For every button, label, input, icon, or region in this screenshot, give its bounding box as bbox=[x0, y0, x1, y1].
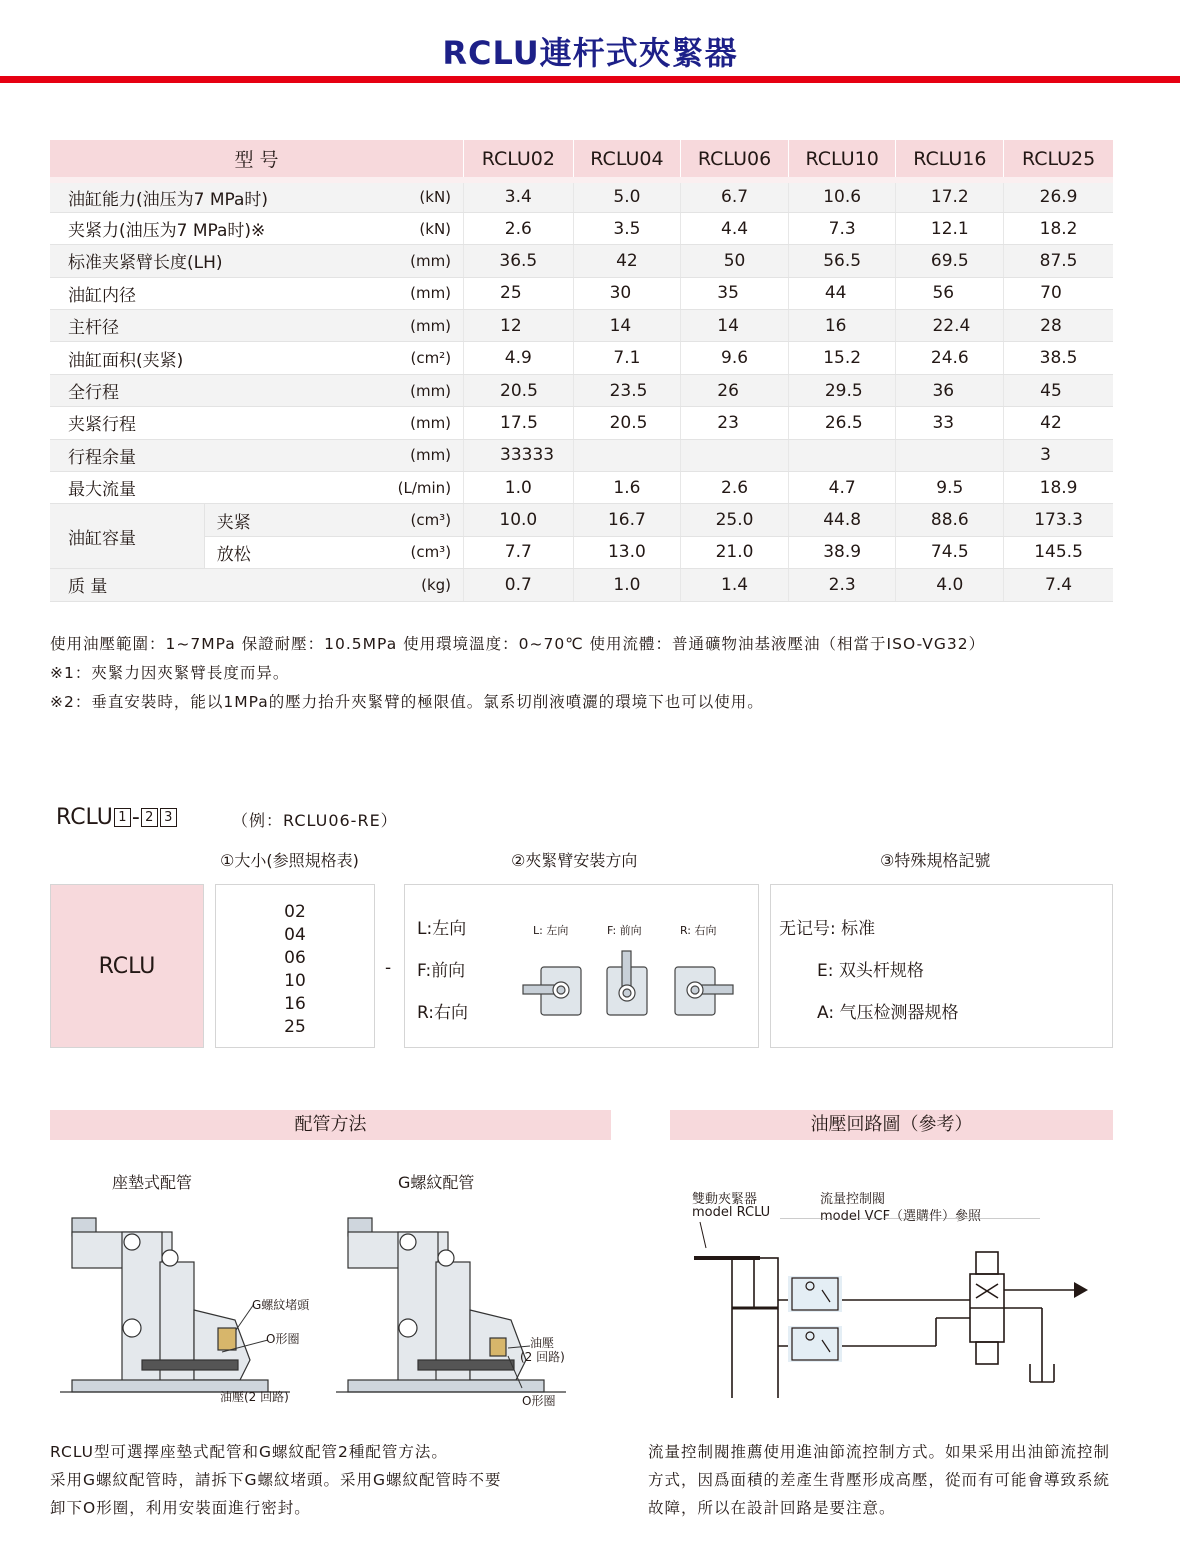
page-title: RCLU連杆式夾緊器 bbox=[442, 34, 738, 72]
spec-row-mass bbox=[50, 569, 1113, 601]
spec-cell: 1.0 bbox=[464, 472, 574, 504]
spec-cell: 17.5 bbox=[464, 407, 574, 439]
spec-cell: 14 bbox=[573, 310, 681, 342]
mini-label-front: F: 前向 bbox=[607, 924, 642, 937]
spec-row-label: 油缸容量 bbox=[50, 504, 204, 569]
spec-cell: 50 bbox=[681, 245, 789, 277]
direction-left: L:左向 bbox=[417, 919, 467, 939]
size-item: 16 bbox=[284, 994, 306, 1014]
spec-cell: 29.5 bbox=[788, 374, 896, 406]
spec-cell: 87.5 bbox=[1004, 245, 1113, 277]
spec-row-unit: (mm) bbox=[398, 310, 464, 342]
footnote-1: ※1：夾緊力因夾緊臂長度而异。 bbox=[50, 664, 290, 682]
size-item: 02 bbox=[284, 902, 306, 922]
usage-note: 使用油壓範圍：1~7MPa 保證耐壓：10.5MPa 使用環境溫度：0~70℃ 使用流體：普通礦物油基液壓油（相當于ISO-VG32） bbox=[50, 635, 986, 653]
code-rclu-box bbox=[50, 884, 204, 1048]
spec-cell: 9.6 bbox=[681, 342, 789, 374]
spec-cell: 13.0 bbox=[573, 536, 681, 568]
model-col: RCLU10 bbox=[788, 140, 896, 180]
spec-row-label: 油缸面积(夹紧) bbox=[50, 342, 398, 374]
spec-cell: 16 bbox=[788, 310, 896, 342]
spec-header-label: 型 号 bbox=[50, 140, 464, 180]
spec-cell: 7.3 bbox=[788, 212, 896, 244]
spec-row-label: 夹紧行程 bbox=[50, 407, 398, 439]
spec-cell: 7.7 bbox=[464, 536, 574, 568]
spec-row-unit: (mm) bbox=[398, 439, 464, 471]
spec-row bbox=[50, 212, 1113, 244]
spec-cell: 30 bbox=[573, 277, 681, 309]
spec-cell: 4.7 bbox=[788, 472, 896, 504]
spec-cell: 2.3 bbox=[788, 569, 896, 601]
spec-subrow-label: 夹紧 bbox=[204, 504, 397, 536]
spec-row bbox=[50, 472, 1113, 504]
spec-cell: 26.9 bbox=[1004, 180, 1113, 212]
spec-cell: 42 bbox=[1004, 407, 1113, 439]
spec-cell bbox=[896, 439, 1004, 471]
spec-row-label: 油缸能力(油压为7 MPa时) bbox=[50, 180, 398, 212]
direction-front: F:前向 bbox=[417, 961, 466, 981]
spec-cell: 18.9 bbox=[1004, 472, 1113, 504]
spec-cell: 20.5 bbox=[464, 374, 574, 406]
circuit-text-1: 流量控制閥推薦使用進油節流控制方式。如果采用出油節流控制 bbox=[648, 1443, 1111, 1461]
spec-cell: 20.5 bbox=[573, 407, 681, 439]
direction-right: R:右向 bbox=[417, 1003, 469, 1023]
spec-cell: 33333 bbox=[464, 439, 574, 471]
clamp-direction-drawing bbox=[515, 947, 755, 1027]
size-item: 04 bbox=[284, 925, 306, 945]
spec-row-label: 行程余量 bbox=[50, 439, 398, 471]
spec-row-unit: (L/min) bbox=[398, 472, 464, 504]
circuit-label-valve-model: model VCF（選購件）參照 bbox=[820, 1209, 982, 1224]
spec-row bbox=[50, 310, 1113, 342]
spec-cell: 6.7 bbox=[681, 180, 789, 212]
spec-cell: 14 bbox=[681, 310, 789, 342]
spec-cell: 88.6 bbox=[896, 504, 1004, 536]
size-column-title: ①大小(参照規格表) bbox=[220, 851, 359, 870]
code-box-2: 2 bbox=[141, 808, 158, 827]
size-item: 25 bbox=[284, 1017, 306, 1037]
spec-cell: 44.8 bbox=[788, 504, 896, 536]
spec-row bbox=[50, 407, 1113, 439]
label-oring-left: O形圈 bbox=[266, 1332, 300, 1346]
spec-cell: 56.5 bbox=[788, 245, 896, 277]
direction-box bbox=[404, 884, 759, 1048]
size-list-box bbox=[215, 884, 375, 1048]
spec-cell: 17.2 bbox=[896, 180, 1004, 212]
spec-cell: 38.5 bbox=[1004, 342, 1113, 374]
spec-cell: 4.4 bbox=[681, 212, 789, 244]
spec-cell: 70 bbox=[1004, 277, 1113, 309]
spec-row-label: 夹紧力(油压为7 MPa时)※ bbox=[50, 212, 398, 244]
spec-cell: 25 bbox=[464, 277, 574, 309]
code-box-1: 1 bbox=[114, 808, 131, 827]
spec-cell: 9.5 bbox=[896, 472, 1004, 504]
code-rclu-label: RCLU bbox=[98, 953, 156, 979]
spec-row-unit: (mm) bbox=[398, 407, 464, 439]
spec-cell: 0.7 bbox=[464, 569, 574, 601]
circuit-label-clamp-model: model RCLU bbox=[692, 1205, 771, 1220]
spec-row bbox=[50, 342, 1113, 374]
spec-row-unit: (cm³) bbox=[398, 504, 464, 536]
spec-row-unit: (mm) bbox=[398, 245, 464, 277]
spec-cell: 42 bbox=[573, 245, 681, 277]
spec-cell: 10.0 bbox=[464, 504, 574, 536]
spec-cell: 2.6 bbox=[681, 472, 789, 504]
spec-row-unit: (kN) bbox=[398, 212, 464, 244]
direction-column-title: ②夾緊臂安裝方向 bbox=[511, 851, 638, 870]
code-dash: - bbox=[385, 958, 392, 978]
model-col: RCLU02 bbox=[464, 140, 574, 180]
spec-cell: 173.3 bbox=[1004, 504, 1113, 536]
spec-cell: 24.6 bbox=[896, 342, 1004, 374]
spec-cell: 26 bbox=[681, 374, 789, 406]
code-box-3: 3 bbox=[160, 808, 177, 827]
model-col: RCLU16 bbox=[896, 140, 1004, 180]
circuit-section-title: 油壓回路圖（參考） bbox=[670, 1110, 1113, 1140]
spec-cell: 35 bbox=[681, 277, 789, 309]
spec-standard: 无记号: 标准 bbox=[779, 919, 876, 939]
spec-cell: 12.1 bbox=[896, 212, 1004, 244]
spec-row bbox=[50, 245, 1113, 277]
spec-cell: 26.5 bbox=[788, 407, 896, 439]
spec-cell: 18.2 bbox=[1004, 212, 1113, 244]
spec-cell: 3.5 bbox=[573, 212, 681, 244]
circuit-text-3: 故障，所以在設計回路是要注意。 bbox=[648, 1499, 896, 1517]
spec-cell bbox=[573, 439, 681, 471]
special-spec-column-title: ③特殊規格記號 bbox=[880, 851, 991, 870]
label-oil-right-circuits: (2 回路) bbox=[520, 1350, 565, 1364]
spec-row-capacity bbox=[50, 536, 1113, 568]
spec-cell: 36.5 bbox=[464, 245, 574, 277]
spec-cell bbox=[788, 439, 896, 471]
model-col: RCLU25 bbox=[1004, 140, 1113, 180]
piping-section-title: 配管方法 bbox=[50, 1110, 611, 1140]
spec-cell: 3.4 bbox=[464, 180, 574, 212]
spec-cell: 22.4 bbox=[896, 310, 1004, 342]
model-code-example: （例：RCLU06-RE） bbox=[232, 811, 398, 830]
piping-left-caption: 座墊式配管 bbox=[112, 1173, 193, 1192]
spec-cell: 69.5 bbox=[896, 245, 1004, 277]
spec-cell: 45 bbox=[1004, 374, 1113, 406]
circuit-label-clamp: 雙動夾緊器 bbox=[692, 1192, 758, 1207]
spec-cell: 3 bbox=[1004, 439, 1113, 471]
model-code-prefix: RCLU bbox=[56, 805, 113, 830]
title-divider bbox=[0, 76, 1180, 83]
spec-header-row bbox=[50, 140, 1113, 180]
piping-right-caption: G螺紋配管 bbox=[398, 1173, 475, 1192]
spec-cell: 23 bbox=[681, 407, 789, 439]
mini-label-right: R: 右向 bbox=[680, 924, 717, 937]
mini-label-left: L: 左向 bbox=[533, 924, 569, 937]
spec-cell: 23.5 bbox=[573, 374, 681, 406]
spec-row-label: 最大流量 bbox=[50, 472, 398, 504]
spec-cell: 74.5 bbox=[896, 536, 1004, 568]
spec-row-capacity bbox=[50, 504, 1113, 536]
label-oil-left: 油壓(2 回路) bbox=[220, 1390, 289, 1404]
spec-cell: 5.0 bbox=[573, 180, 681, 212]
piping-drawings bbox=[60, 1210, 620, 1410]
spec-row-unit: (kN) bbox=[398, 180, 464, 212]
spec-row-label: 全行程 bbox=[50, 374, 398, 406]
label-oil-right: 油壓 bbox=[530, 1336, 555, 1350]
spec-double-rod: E: 双头杆规格 bbox=[817, 961, 924, 981]
spec-cell: 10.6 bbox=[788, 180, 896, 212]
model-col: RCLU06 bbox=[681, 140, 789, 180]
piping-text-2: 采用G螺紋配管時，請拆下G螺紋堵頭。采用G螺紋配管時不要 bbox=[50, 1471, 502, 1489]
spec-cell: 15.2 bbox=[788, 342, 896, 374]
spec-cell: 145.5 bbox=[1004, 536, 1113, 568]
spec-row-unit: (mm) bbox=[398, 374, 464, 406]
circuit-text-2: 方式，因爲面積的差產生背壓形成高壓，從而有可能會導致系統 bbox=[648, 1471, 1111, 1489]
spec-cell: 7.1 bbox=[573, 342, 681, 374]
spec-row-label: 标准夹紧臂长度(LH) bbox=[50, 245, 398, 277]
spec-cell: 25.0 bbox=[681, 504, 789, 536]
spec-row-unit: (mm) bbox=[398, 277, 464, 309]
spec-cell: 1.6 bbox=[573, 472, 681, 504]
spec-cell: 56 bbox=[896, 277, 1004, 309]
spec-cell: 36 bbox=[896, 374, 1004, 406]
spec-cell: 44 bbox=[788, 277, 896, 309]
size-item: 10 bbox=[284, 971, 306, 991]
spec-cell: 16.7 bbox=[573, 504, 681, 536]
spec-cell: 28 bbox=[1004, 310, 1113, 342]
special-spec-box bbox=[770, 884, 1113, 1048]
piping-text-3: 卸下O形圈，利用安裝面進行密封。 bbox=[50, 1499, 311, 1517]
footnote-2: ※2：垂直安裝時，能以1MPa的壓力抬升夾緊臂的極限值。氯系切削液噴灑的環境下也可以使用。 bbox=[50, 693, 764, 711]
spec-row bbox=[50, 180, 1113, 212]
spec-table bbox=[50, 140, 1113, 602]
spec-cell: 1.0 bbox=[573, 569, 681, 601]
spec-cell: 12 bbox=[464, 310, 574, 342]
spec-cell: 21.0 bbox=[681, 536, 789, 568]
code-separator: - bbox=[131, 805, 140, 830]
spec-row-label: 主杆径 bbox=[50, 310, 398, 342]
spec-cell: 38.9 bbox=[788, 536, 896, 568]
spec-cell bbox=[681, 439, 789, 471]
model-col: RCLU04 bbox=[573, 140, 681, 180]
model-code-format bbox=[56, 805, 178, 830]
spec-row bbox=[50, 374, 1113, 406]
label-oring-right: O形圈 bbox=[522, 1394, 556, 1408]
label-plug: G螺紋堵頭 bbox=[252, 1298, 310, 1312]
spec-subrow-label: 放松 bbox=[204, 536, 397, 568]
spec-air-sensor: A: 气压检测器规格 bbox=[817, 1003, 959, 1023]
spec-cell: 33 bbox=[896, 407, 1004, 439]
piping-text-1: RCLU型可選擇座墊式配管和G螺紋配管2種配管方法。 bbox=[50, 1443, 448, 1461]
spec-row-unit: (cm³) bbox=[398, 536, 464, 568]
spec-cell: 7.4 bbox=[1004, 569, 1113, 601]
hydraulic-circuit-diagram bbox=[680, 1218, 1100, 1398]
spec-row-label: 质 量 bbox=[50, 569, 398, 601]
spec-cell: 2.6 bbox=[464, 212, 574, 244]
spec-row bbox=[50, 277, 1113, 309]
spec-row-label: 油缸内径 bbox=[50, 277, 398, 309]
size-item: 06 bbox=[284, 948, 306, 968]
spec-row bbox=[50, 439, 1113, 471]
circuit-label-valve: 流量控制閥 bbox=[820, 1192, 886, 1207]
spec-row-unit: (cm²) bbox=[398, 342, 464, 374]
spec-cell: 4.0 bbox=[896, 569, 1004, 601]
spec-cell: 1.4 bbox=[681, 569, 789, 601]
spec-cell: 4.9 bbox=[464, 342, 574, 374]
spec-row-unit: (kg) bbox=[398, 569, 464, 601]
